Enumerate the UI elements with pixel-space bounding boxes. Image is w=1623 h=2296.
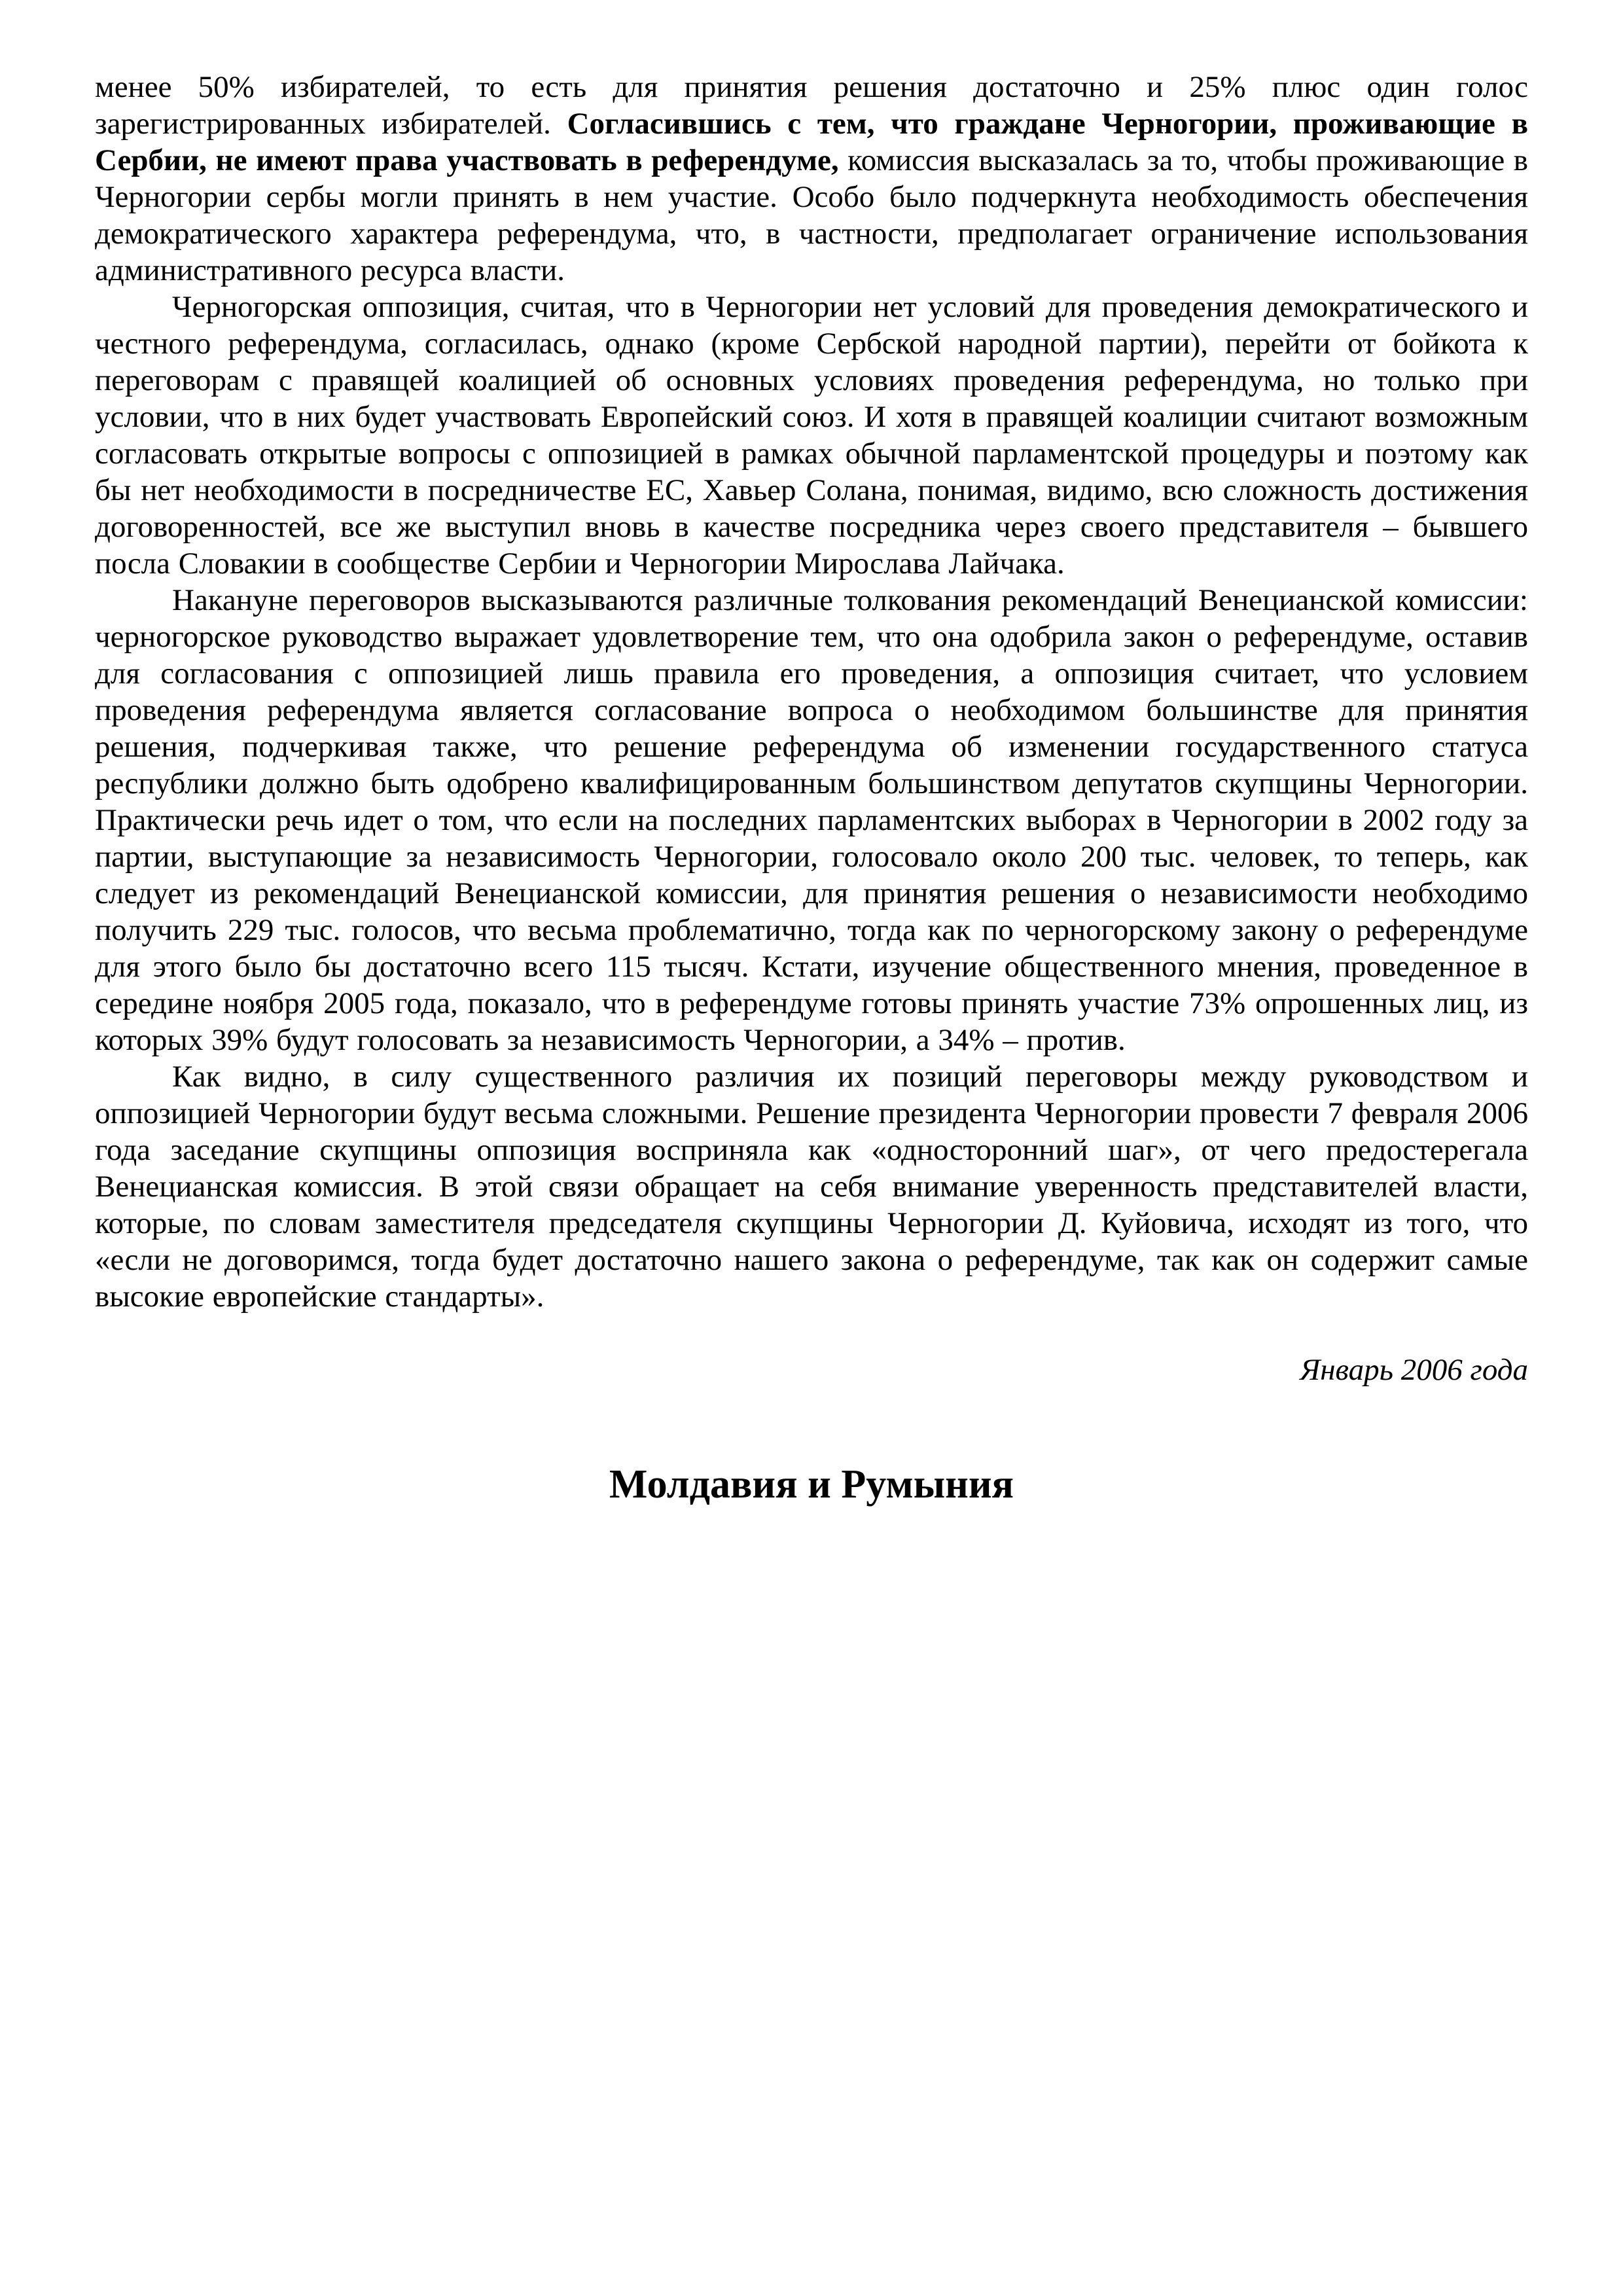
- text-run: менее 50% избирателей, то есть для принятия решения достаточно и 25% плюс один голос зарегистрированных избирателей.: [95, 70, 1528, 141]
- document-body: [95, 69, 1528, 1315]
- section-heading: Молдавия и Румыния: [609, 1462, 1014, 1507]
- paragraph: [95, 1058, 1528, 1315]
- paragraph: [95, 582, 1528, 1058]
- text-run: Накануне переговоров высказываются различные толкования рекомендаций Венецианской комиссии: черногорское руководство выражает удовлетворение тем, что она одобрила закон о референдуме, оставив для согласования с оппозицией лишь правила его проведения, а оппозиция считает, что условием проведения референдума является согласование вопроса о необходимом большинстве для принятия решения, подчеркивая также, что решение референдума об изменении государственного статуса республики должно быть одобрено квалифицированным большинством депутатов скупщины Черногории. Практически речь идет о том, что если на последних парламентских выборах в Черногории в 2002 году за партии, выступающие за независимость Черногории, голосовало около 200 тыс. человек, то теперь, как следует из рекомендаций Венецианской комиссии, для принятия решения о независимости необходимо получить 229 тыс. голосов, что весьма проблематично, тогда как по черногорскому закону о референдуме для этого было бы достаточно всего 115 тысяч. Кстати, изучение общественного мнения, проведенное в середине ноября 2005 года, показало, что в референдуме готовы принять участие 73% опрошенных лиц, из которых 39% будут голосовать за независимость Черногории, а 34% – против.: [95, 583, 1528, 1057]
- bold-text-run: Согласившись с тем, что граждане Черногории, проживающие в Сербии, не имеют права участвовать в референдуме,: [95, 107, 1528, 177]
- text-run: Черногорская оппозиция, считая, что в Черногории нет условий для проведения демократического и честного референдума, согласилась, однако (кроме Сербской народной партии), перейти от бойкота к переговорам с правящей коалицией об основных условиях проведения референдума, но только при условии, что в них будет участвовать Европейский союз. И хотя в правящей коалиции считают возможным согласовать открытые вопросы с оппозицией в рамках обычной парламентской процедуры и поэтому как бы нет необходимости в посредничестве ЕС, Хавьер Солана, понимая, видимо, всю сложность достижения договоренностей, все же выступил вновь в качестве посредника через своего представителя – бывшего посла Словакии в сообществе Сербии и Черногории Мирослава Лайчака.: [95, 290, 1528, 581]
- text-run: комиссия высказалась за то, чтобы проживающие в Черногории сербы могли принять в нем участие. Особо было подчеркнута необходимость обеспечения демократического характера референдума, что, в частности, предполагает ограничение использования административного ресурса власти.: [95, 143, 1529, 287]
- date-line: Январь 2006 года: [1300, 1353, 1528, 1387]
- paragraph: [95, 69, 1528, 289]
- text-run: Как видно, в силу существенного различия их позиций переговоры между руководством и оппозицией Черногории будут весьма сложными. Решение президента Черногории провести 7 февраля 2006 года заседание скупщины оппозиция восприняла как «односторонний шаг», от чего предостерегала Венецианская комиссия. В этой связи обращает на себя внимание уверенность представителей власти, которые, по словам заместителя председателя скупщины Черногории Д. Куйовича, исходят из того, что «если не договоримся, тогда будет достаточно нашего закона о референдуме, так как он содержит самые высокие европейские стандарты».: [95, 1060, 1528, 1314]
- paragraph: [95, 289, 1528, 582]
